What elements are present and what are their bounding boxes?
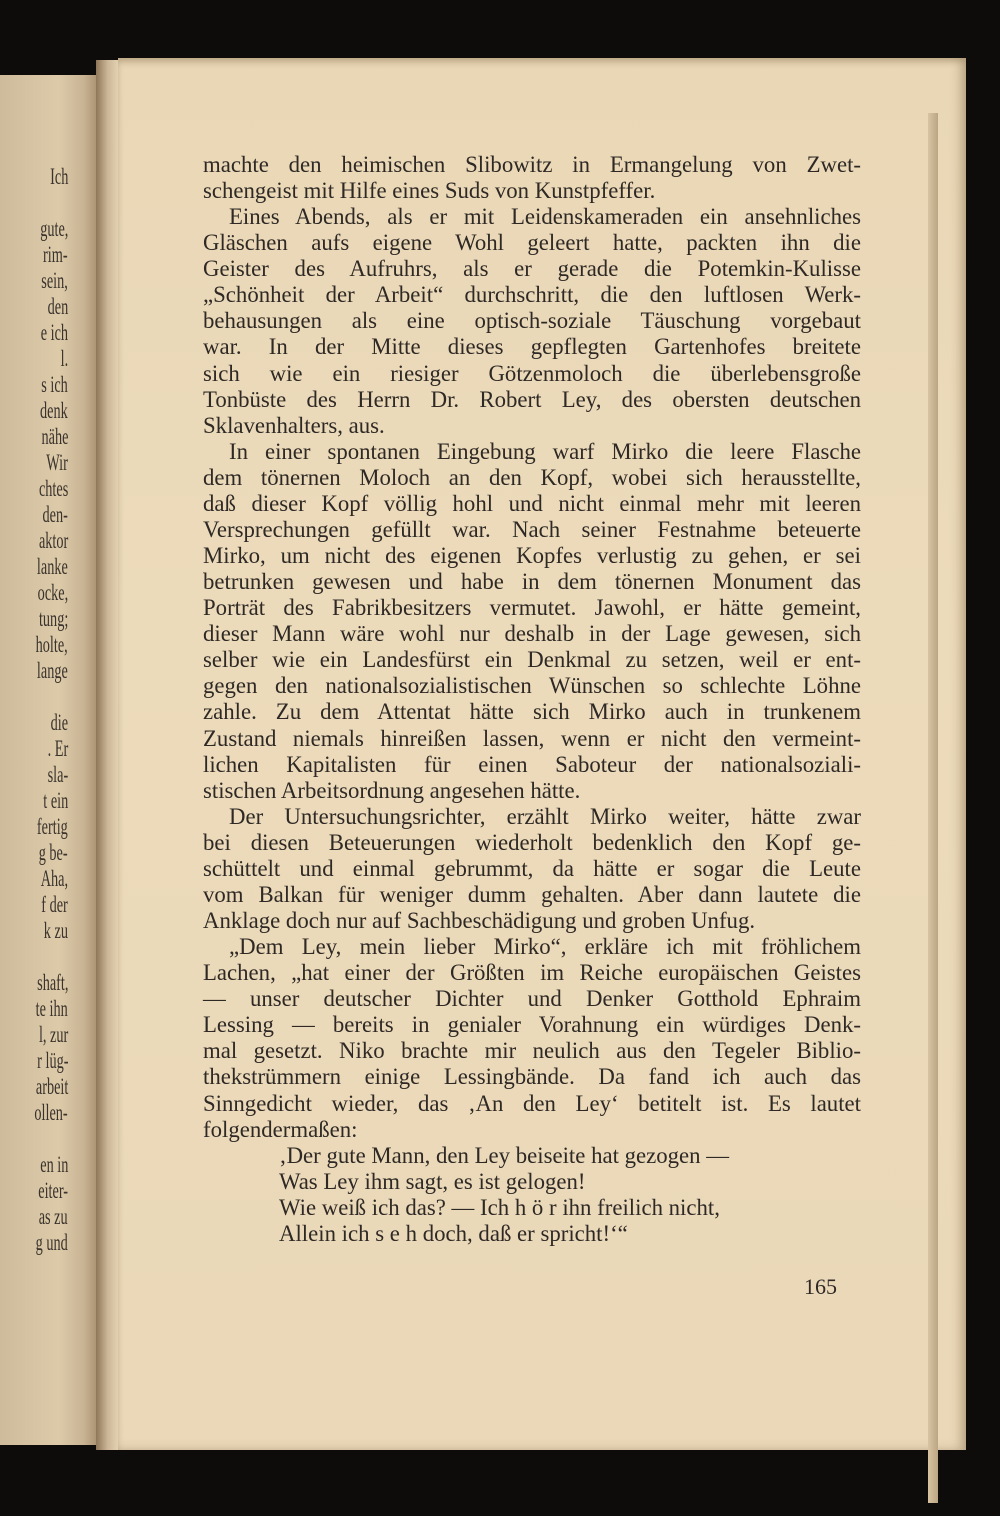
previous-page-fragment: gute,: [39, 216, 68, 241]
previous-page-fragment: nähe: [41, 424, 68, 449]
previous-page-fragment: ocke,: [37, 580, 68, 605]
previous-page-fragment: te ihn: [35, 996, 68, 1021]
previous-page-fragment: l.: [60, 346, 68, 371]
verse-line: Wie weiß ich das? — Ich h ö r ihn freilich nicht,: [279, 1194, 720, 1220]
text-line: folgendermaßen:: [203, 1116, 358, 1142]
text-line: thekstrümmern einige Lessingbände. Da fand ich auch das: [203, 1064, 861, 1090]
text-line: zahle. Zu dem Attentat hätte sich Mirko auch in trunkenem: [203, 699, 861, 725]
previous-page-fragment: Ich: [49, 164, 68, 189]
previous-page-fragment: as zu: [39, 1204, 68, 1229]
previous-page-fragment: holte,: [35, 632, 68, 657]
previous-page-fragment: eiter-: [38, 1178, 68, 1203]
previous-page-fragment: r lüg-: [36, 1048, 68, 1073]
text-line: schengeist mit Hilfe eines Suds von Kunstpfeffer.: [203, 178, 656, 204]
text-line: Sklavenhalters, aus.: [203, 412, 385, 438]
previous-page-fragment: t ein: [43, 788, 68, 813]
text-line: Geister des Aufruhrs, als er gerade die Potemkin-Kulisse: [203, 256, 861, 282]
text-line: Anklage doch nur auf Sachbeschädigung und groben Unfug.: [203, 908, 756, 934]
page-edge-shadow: [928, 113, 938, 1503]
text-line: Gläschen aufs eigene Wohl geleert hatte, packten ihn die: [203, 230, 861, 256]
text-line: „Schönheit der Arbeit“ durchschritt, die den luftlosen Werk-: [203, 282, 861, 308]
text-line: Lessing — bereits in genialer Vorahnung ein würdiges Denk-: [203, 1012, 861, 1038]
previous-page-edge: [0, 75, 98, 1445]
previous-page-fragment: die: [50, 710, 68, 735]
previous-page-fragment: lange: [37, 658, 68, 683]
previous-page-fragment: den-: [42, 502, 68, 527]
previous-page-fragment: s ich: [41, 372, 68, 397]
text-line: Porträt des Fabrikbesitzers vermutet. Jawohl, er hätte gemeint,: [203, 595, 861, 621]
previous-page-fragment: ollen-: [34, 1100, 68, 1125]
verse-line: Was Ley ihm sagt, es ist gelogen!: [279, 1168, 586, 1194]
verse-line: ‚Der gute Mann, den Ley beiseite hat gezogen —: [279, 1142, 730, 1168]
text-line: Der Untersuchungsrichter, erzählt Mirko weiter, hätte zwar: [229, 803, 861, 829]
verse-line: Allein ich s e h doch, daß er spricht!‘“: [279, 1220, 628, 1246]
text-line: — unser deutscher Dichter und Denker Gotthold Ephraim: [203, 986, 861, 1012]
text-line: Eines Abends, als er mit Leidenskameraden ein ansehnliches: [229, 204, 861, 230]
text-line: war. In der Mitte dieses gepflegten Gartenhofes breitete: [203, 334, 861, 360]
previous-page-fragment: e ich: [40, 320, 68, 345]
text-line: dieser Mann wäre wohl nur deshalb in der Lage gewesen, sich: [203, 621, 861, 647]
previous-page-fragment: g be-: [39, 840, 68, 865]
text-line: Zustand niemals hinreißen lassen, wenn er nicht den vermeint-: [203, 725, 861, 751]
text-line: gegen den nationalsozialistischen Wünschen so schlechte Löhne: [203, 673, 861, 699]
text-line: Mirko, um nicht des eigenen Kopfes verlustig zu gehen, er sei: [203, 543, 861, 569]
previous-page-fragment: k zu: [43, 918, 68, 943]
text-line: mal gesetzt. Niko brachte mir neulich aus den Tegeler Biblio-: [203, 1038, 861, 1064]
previous-page-fragment: Wir: [46, 450, 68, 475]
previous-page-fragment: en in: [39, 1152, 68, 1177]
text-line: bei diesen Beteuerungen wiederholt bedenklich den Kopf ge-: [203, 829, 861, 855]
previous-page-fragment: chtes: [38, 476, 68, 501]
page-number: 165: [804, 1274, 837, 1299]
previous-page-fragment: aktor: [38, 528, 68, 553]
text-line: stischen Arbeitsordnung angesehen hätte.: [203, 777, 581, 803]
previous-page-fragment: den: [47, 294, 68, 319]
text-line: machte den heimischen Slibowitz in Ermangelung von Zwet-: [203, 152, 861, 177]
text-line: behausungen als eine optisch-soziale Täuschung vorgebaut: [203, 308, 861, 334]
previous-page-fragment: shaft,: [36, 970, 68, 995]
text-line: In einer spontanen Eingebung warf Mirko die leere Flasche: [229, 438, 861, 464]
previous-page-fragment: sein,: [41, 268, 68, 293]
text-line: schüttelt und einmal gebrummt, da hätte er sogar die Leute: [203, 855, 861, 881]
text-line: lichen Kapitalisten für einen Saboteur der nationalsoziali-: [203, 751, 861, 777]
previous-page-fragment: . Er: [47, 736, 68, 761]
previous-page-fragment: tung;: [38, 606, 68, 631]
text-line: selber wie ein Landesfürst ein Denkmal zu setzen, weil er ent-: [203, 647, 861, 673]
text-line: Sinngedicht wieder, das ‚An den Ley‘ betitelt ist. Es lautet: [203, 1090, 861, 1116]
text-line: vom Balkan für weniger dumm gehalten. Aber dann lautete die: [203, 881, 861, 907]
previous-page-fragment: fertig: [37, 814, 68, 839]
previous-page-fragment: f der: [41, 892, 68, 917]
text-line: „Dem Ley, mein lieber Mirko“, erkläre ich mit fröhlichem: [229, 934, 861, 960]
previous-page-fragment: arbeit: [35, 1074, 68, 1099]
previous-page-fragment: lanke: [37, 554, 68, 579]
previous-page-fragment: g und: [35, 1230, 68, 1255]
text-line: betrunken gewesen und habe in dem tönernen Monument das: [203, 569, 861, 595]
previous-page-fragment: Aha,: [40, 866, 68, 891]
previous-page-fragment: rim-: [43, 242, 68, 267]
previous-page-fragment: sla-: [47, 762, 68, 787]
text-line: dem tönernen Moloch an den Kopf, wobei sich herausstellte,: [203, 464, 861, 490]
text-line: Versprechungen gefüllt war. Nach seiner Festnahme beteuerte: [203, 516, 861, 542]
previous-page-fragment: l, zur: [38, 1022, 68, 1047]
text-line: Lachen, „hat einer der Größten im Reiche europäischen Geistes: [203, 960, 861, 986]
text-line: daß dieser Kopf völlig hohl und nicht einmal mehr mit leeren: [203, 490, 861, 516]
previous-page-fragment: denk: [40, 398, 68, 423]
text-line: sich wie ein riesiger Götzenmoloch die überlebensgroße: [203, 360, 861, 386]
text-line: Tonbüste des Herrn Dr. Robert Ley, des obersten deutschen: [203, 386, 861, 412]
